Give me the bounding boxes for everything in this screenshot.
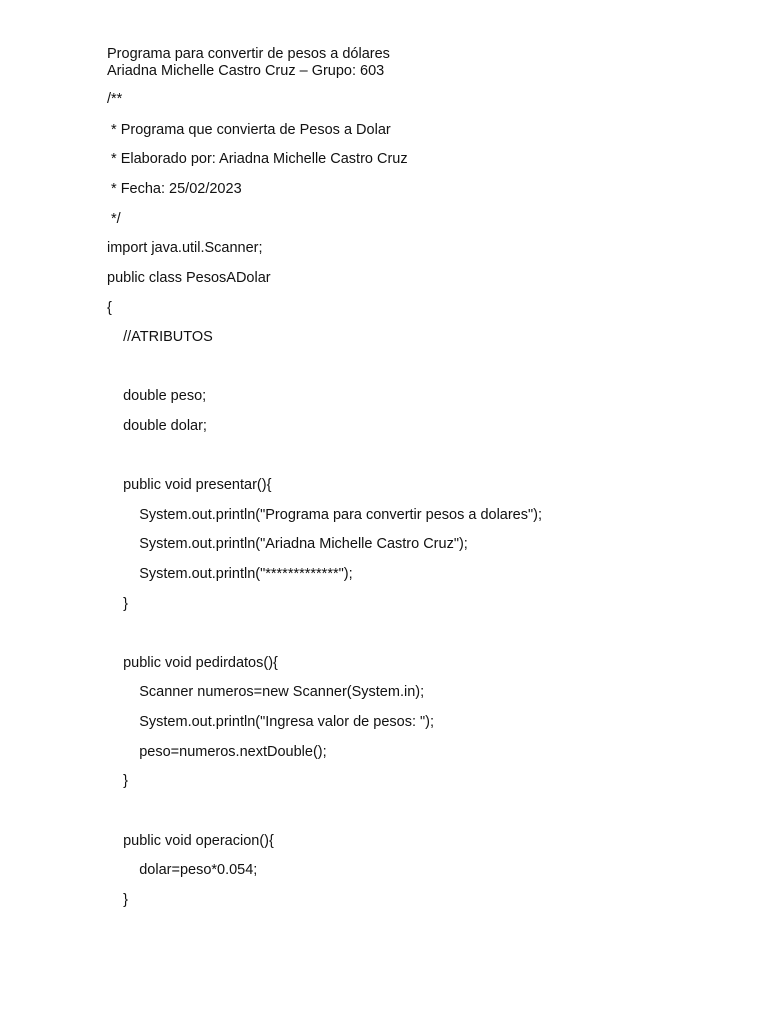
code-line: * Elaborado por: Ariadna Michelle Castro Cruz xyxy=(107,151,408,167)
code-line: { xyxy=(107,300,112,316)
document-title: Programa para convertir de pesos a dólares xyxy=(107,46,390,62)
code-line: */ xyxy=(107,211,121,227)
code-line: public void pedirdatos(){ xyxy=(107,655,278,671)
code-line: System.out.println("Programa para convertir pesos a dolares"); xyxy=(107,507,542,523)
document-header xyxy=(107,46,390,80)
code-line: /** xyxy=(107,91,123,107)
code-line: System.out.println("*************"); xyxy=(107,566,353,582)
code-line: dolar=peso*0.054; xyxy=(107,862,258,878)
code-line: double dolar; xyxy=(107,418,207,434)
code-line: } xyxy=(107,596,128,612)
code-line: System.out.println("Ingresa valor de pesos: "); xyxy=(107,714,435,730)
code-line: } xyxy=(107,773,128,789)
code-line: public class PesosADolar xyxy=(107,270,271,286)
code-line: System.out.println("Ariadna Michelle Castro Cruz"); xyxy=(107,536,468,552)
code-line: } xyxy=(107,892,128,908)
code-line: Scanner numeros=new Scanner(System.in); xyxy=(107,684,425,700)
code-line: import java.util.Scanner; xyxy=(107,240,263,256)
code-line: peso=numeros.nextDouble(); xyxy=(107,744,327,760)
code-line: public void presentar(){ xyxy=(107,477,272,493)
code-line: //ATRIBUTOS xyxy=(107,329,213,345)
code-line: public void operacion(){ xyxy=(107,833,274,849)
code-line: double peso; xyxy=(107,388,207,404)
code-line: * Programa que convierta de Pesos a Dolar xyxy=(107,122,391,138)
author-line: Ariadna Michelle Castro Cruz – Grupo: 603 xyxy=(107,63,385,79)
code-line: * Fecha: 25/02/2023 xyxy=(107,181,242,197)
